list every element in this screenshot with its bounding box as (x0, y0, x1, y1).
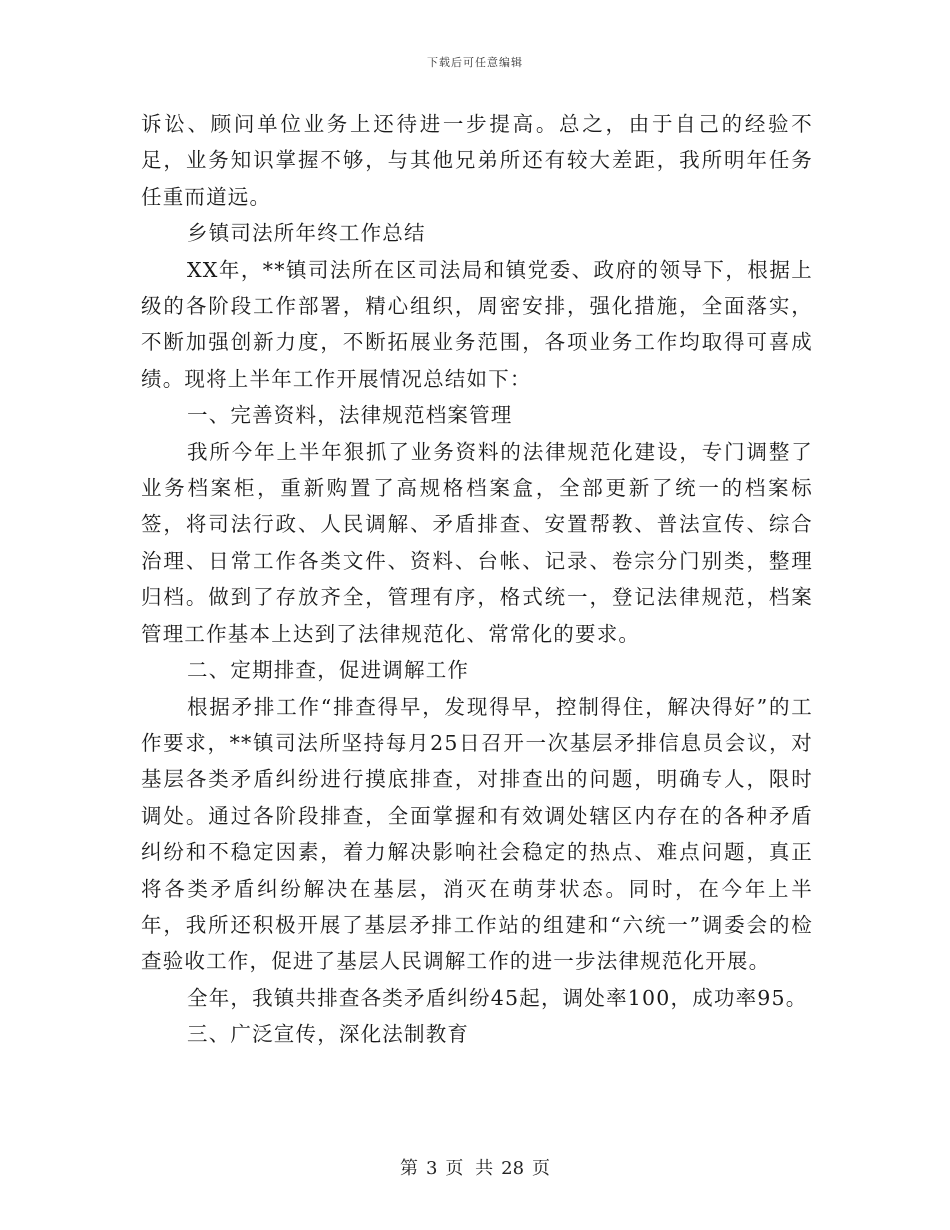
paragraph-continuation: 诉讼、顾问单位业务上还待进一步提高。总之，由于自己的经验不足，业务知识掌握不够，与其他兄弟所还有较大差距，我所明年任务任重而道远。 (141, 112, 813, 209)
footer-middle: 页 共 (445, 1158, 494, 1179)
heading-mediation: 二、定期排查，促进调解工作 (187, 658, 470, 683)
paragraph-intro: XX年，**镇司法所在区司法局和镇党委、政府的领导下，根据上级的各阶段工作部署，精心组织，周密安排，强化措施，全面落实，不断加强创新力度，不断拓展业务范围，各项业务工作均取得可喜成绩。现将上半年工作开展情况总结如下： (141, 257, 813, 391)
heading-legal-education: 三、广泛宣传，深化法制教育 (187, 1022, 470, 1047)
total-pages-number: 28 (501, 1158, 525, 1179)
page-number-footer (0, 1154, 950, 1180)
header-note: 下载后可任意编辑 (427, 56, 523, 69)
heading-archive-management: 一、完善资料，法律规范档案管理 (187, 403, 513, 428)
current-page-number: 3 (425, 1158, 438, 1179)
section-title: 乡镇司法所年终工作总结 (187, 221, 426, 246)
footer-prefix: 第 (399, 1158, 418, 1179)
footer-suffix: 页 (532, 1158, 551, 1179)
paragraph-archive-management: 我所今年上半年狠抓了业务资料的法律规范化建设，专门调整了业务档案柜，重新购置了高规格档案盒，全部更新了统一的档案标签，将司法行政、人民调解、矛盾排查、安置帮教、普法宣传、综合治理、日常工作各类文件、资料、台帐、记录、卷宗分门别类，整理归档。做到了存放齐全，管理有序，格式统一，登记法律规范，档案管理工作基本上达到了法律规范化、常常化的要求。 (141, 439, 813, 646)
paragraph-mediation: 根据矛排工作“排查得早，发现得早，控制得住，解决得好”的工作要求，**镇司法所坚持每月25日召开一次基层矛排信息员会议，对基层各类矛盾纠纷进行摸底排查，对排查出的问题，明确专人，限时调处。通过各阶段排查，全面掌握和有效调处辖区内存在的各种矛盾纠纷和不稳定因素，着力解决影响社会稳定的热点、难点问题，真正将各类矛盾纠纷解决在基层，消灭在萌芽状态。同时，在今年上半年，我所还积极开展了基层矛排工作站的组建和“六统一”调委会的检查验收工作，促进了基层人民调解工作的进一步法律规范化开展。 (141, 694, 813, 974)
paragraph-statistics: 全年，我镇共排查各类矛盾纠纷45起，调处率100，成功率95。 (187, 985, 808, 1010)
document-body (141, 106, 813, 1053)
